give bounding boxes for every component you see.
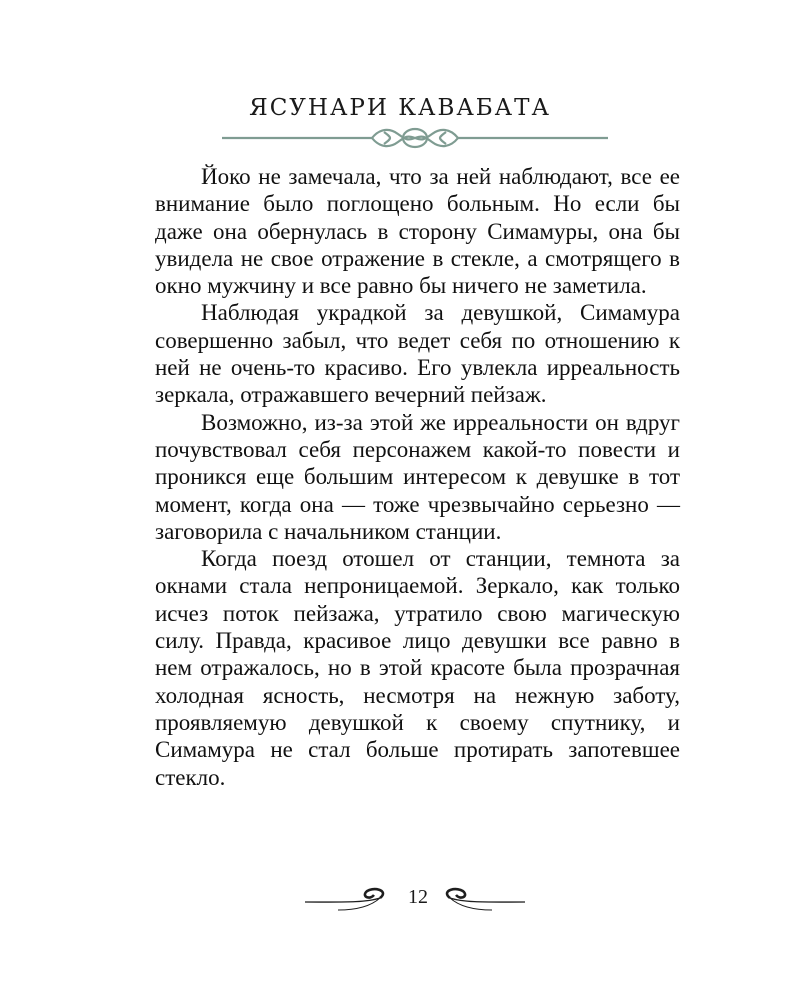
paragraph-1: Йоко не замечала, что за ней наблюдают, все ее внимание было поглощено больным. Но если бы даже она обернулась в сторону Симамуры, она бы увидела не свое отражение в стекле, а смотрящего в окно мужчину и все равно бы ничего не заметила. (155, 164, 680, 299)
body-text (155, 163, 680, 791)
paragraph-2: Наблюдая украдкой за девушкой, Симамура совершенно забыл, что ведет себя по отношению к ней не очень-то красиво. Его увлекла ирреальность зеркала, отражавшего вечерний пейзаж. (155, 300, 680, 408)
paragraph-4: Когда поезд отошел от станции, темнота за окнами стала непроницаемой. Зеркало, как только исчез поток пейзажа, утратило свою магическую силу. Правда, красивое лицо девушки все равно в нем отражалось, но в этой красоте была прозрачная холодная ясность, несмотря на нежную заботу, проявляемую девушкой к своему спутнику, и Симамура не стал больше протирать запотевшее стекло. (155, 546, 680, 790)
page-number: 12 (408, 886, 428, 908)
swirl-left-icon (305, 889, 383, 910)
swirl-right-icon (447, 889, 525, 910)
knot-ornament-icon (222, 123, 608, 153)
running-title: ЯСУНАРИ КАВАБАТА (249, 95, 551, 121)
paragraph-3: Возможно, из-за этой же ирреальности он вдруг почувствовал себя персонажем какой-то повести и проникся еще большим интересом к девушке в тот момент, когда она — тоже чрезвычайно серьезно — заговорила с начальником станции. (155, 409, 680, 544)
